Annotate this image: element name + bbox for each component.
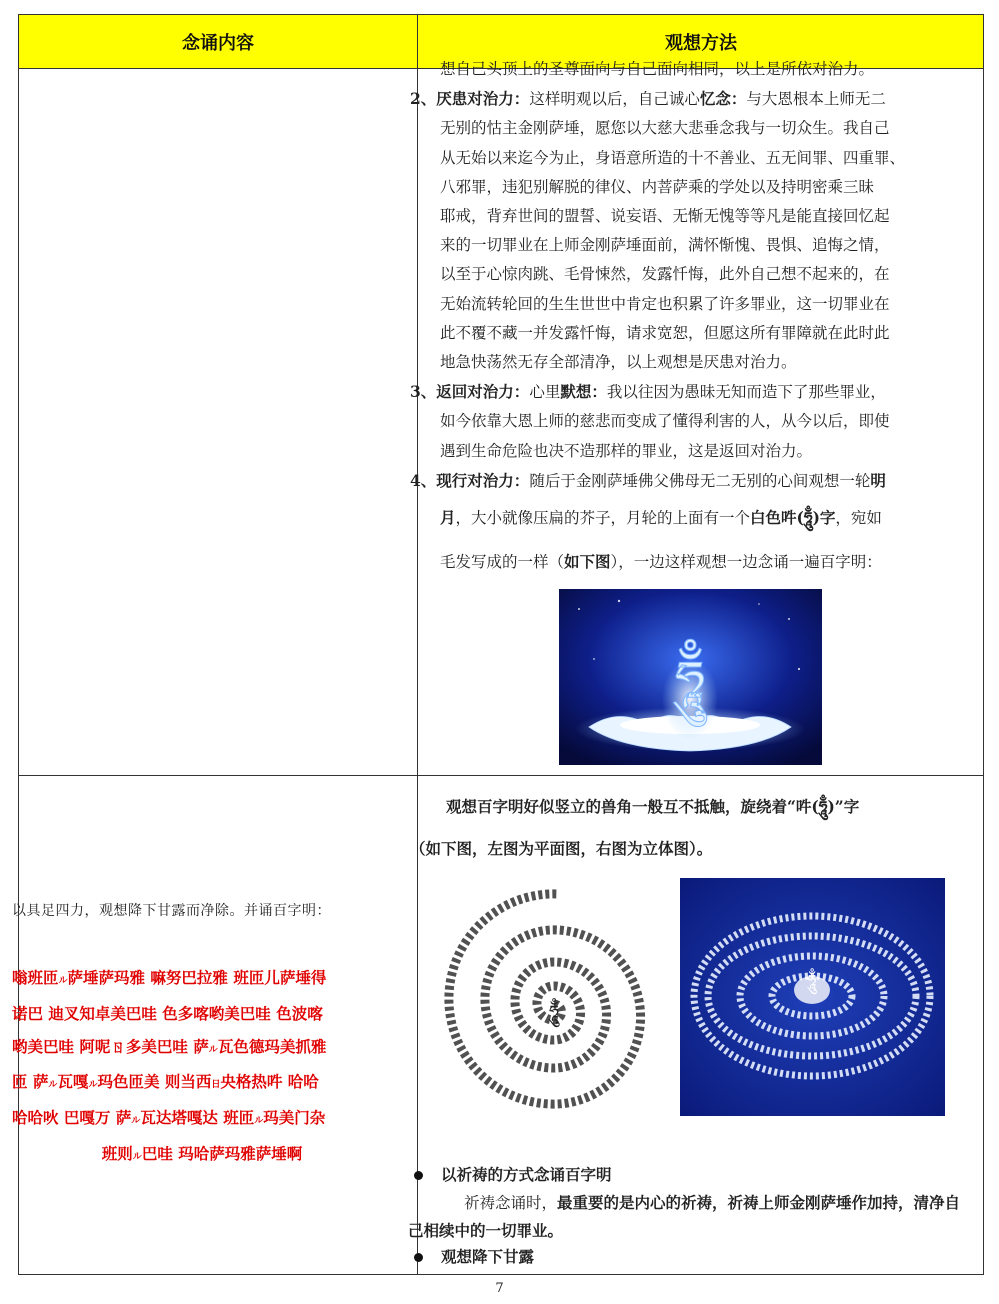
item-2-line1: 2、厌患对治力：这样明观以后，自己诚心忆念：与大恩根本上师无二 [410,89,886,109]
bullet-prayer-recitation: 以祈祷的方式念诵百字明 [408,1163,612,1185]
mantra-line: 诺巴 迪叉知卓美巴哇 色多喀哟美巴哇 色波喀 [12,1004,323,1023]
item-2-line: 此不覆不藏一并发露忏悔，请求宽恕，但愿这所有罪障就在此时此 [440,323,890,342]
item-3-line1: 3、返回对治力：心里默想：我以往因为愚昧无知而造下了那些罪业， [410,382,886,402]
svg-text:ཧཱུྃ: ཧཱུྃ [807,971,817,990]
prayer-paragraph: 祈祷念诵时，最重要的是内心的祈祷，祈祷上师金刚萨埵作加持，清净自己相续中的一切罪业。 [408,1193,961,1240]
item-2-line: 无别的怙主金刚萨埵，愿您以大慈大悲垂念我与一切众生。我自己 [440,119,890,138]
item-4-line2: 月，大小就像压扁的芥子，月轮的上面有一个白色吽(ཧཱུྃ)字，宛如 [440,508,882,528]
item-4-line3: 毛发写成的一样（如下图），一边这样观想一边念诵一遍百字明： [440,552,882,572]
page-number: 7 [495,1281,504,1296]
mantra-line: 哟美巴哇 阿呢ㄖ多美巴哇 萨ル瓦色德玛美抓雅 [12,1037,327,1056]
bullet-icon [414,1253,423,1262]
mantra-line: 哈哈吙 巴嘎万 萨ル瓦达塔嘎达 班匝ル玛美门杂 [12,1109,326,1128]
mantra-spiral-flat-diagram [422,888,686,1136]
item-2-line: 八邪罪，违犯别解脱的律仪、内菩萨乘的学处以及持明密乘三昧 [440,177,875,196]
spiral-description-line2: （如下图，左图为平面图，右图为立体图）。 [410,839,713,858]
row1-visualization-text [406,55,954,584]
intro-line: 想自己头顶上的圣尊面向与自己面向相同，以上是所依对治力。 [440,60,875,78]
item-2-line: 耶戒，背弃世间的盟誓、说妄语、无惭无愧等等凡是能直接回忆起 [440,207,890,226]
mantra-spiral-3d-image [680,878,945,1116]
svg-text:ཧཱུྃ: ཧཱུྃ [548,1002,560,1023]
bullet-nectar-visualization: 观想降下甘露 [408,1245,534,1267]
item-2-line: 无始流转轮回的生生世世中肯定也积累了许多罪业，这一切罪业在 [440,294,890,313]
item-2-line: 来的一切罪业在上师金刚萨埵面前，满怀惭愧、畏惧、追悔之情， [440,236,890,255]
item-3-line: 如今依靠大恩上师的慈悲而变成了懂得利害的人，从今以后，即使 [440,412,890,431]
item-4-line1: 4、现行对治力：随后于金刚萨埵佛父佛母无二无别的心间观想一轮明 [410,470,886,490]
recitation-intro: 以具足四力，观想降下甘露而净除。并诵百字明： [12,903,331,919]
svg-text:ཧཱུྃ: ཧཱུྃ [674,649,706,712]
header-recitation: 念诵内容 [182,32,254,54]
mantra-line: 嗡班匝ル萨埵萨玛雅 嘛努巴拉雅 班匝儿萨埵得 [12,969,327,987]
spiral-description-line1: 观想百字明好似竖立的兽角一般互不抵触，旋绕着“吽(ཧཱུྃ)”字 [446,797,860,816]
hum-on-moon-disc-image [559,589,822,765]
item-3-line: 遇到生命危险也决不造那样的罪业，这是返回对治力。 [440,441,813,460]
mantra-line: 班则ル巴哇 玛哈萨玛雅萨埵啊 [101,1144,303,1163]
header-visualization: 观想方法 [665,32,737,54]
item-2-line: 以至于心惊肉跳、毛骨悚然，发露忏悔，此外自己想不起来的，在 [440,265,890,284]
item-2-line: 从无始以来迄今为止，身语意所造的十不善业、五无间罪、四重罪、 [440,148,906,167]
item-2-line: 地急快荡然无存全部清净，以上观想是厌患对治力。 [440,353,797,372]
hundred-syllable-mantra [12,962,392,1174]
mantra-line: 匝 萨ル瓦嘎ル玛色匝美 则当西日央格热吽 哈哈 [12,1073,319,1092]
bullet-icon [414,1171,423,1180]
row-divider [19,775,983,776]
